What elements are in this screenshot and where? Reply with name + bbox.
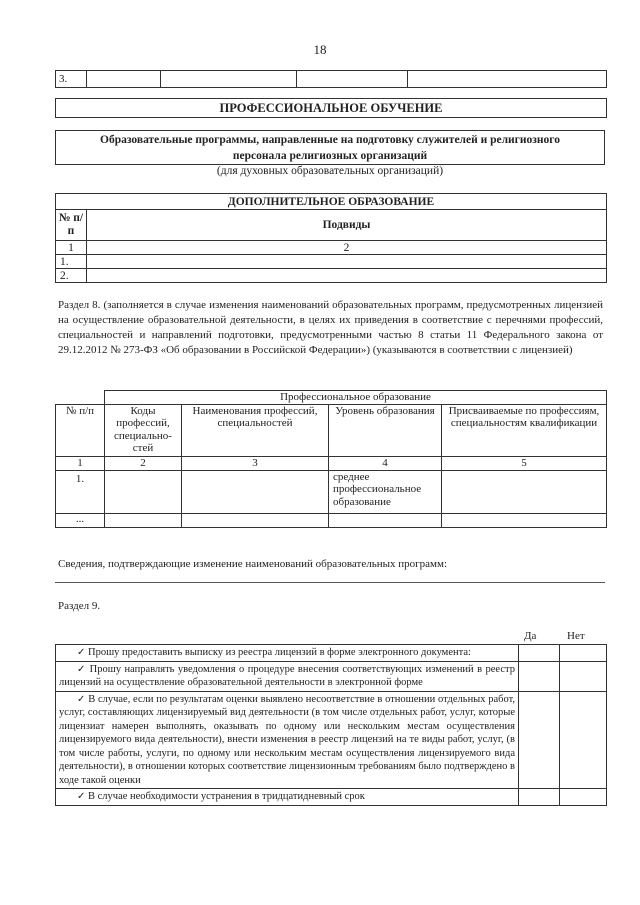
col-index-1: 1 [56, 456, 105, 470]
programs-subtitle: (для духовных образовательных организаций) [216, 165, 444, 177]
check-icon: ✓ [77, 663, 87, 675]
yes-checkbox[interactable] [519, 661, 560, 691]
education-level-cell: среднее профессиональное образование [329, 470, 442, 513]
svedenia-label: Сведения, подтверждающие изменение наименований образовательных программ: [58, 558, 447, 570]
col-number-header: № п/п [56, 404, 105, 456]
yes-checkbox[interactable] [519, 645, 560, 662]
section-8-title: Раздел 8. [58, 299, 101, 311]
col-index-2: 2 [87, 241, 607, 255]
table-row [56, 661, 607, 691]
professional-education-title: Профессиональное образование [105, 391, 607, 405]
col-index-4: 4 [329, 456, 442, 470]
col-qualification-header: Присваиваемые по профессиям, специальностям квалификации [442, 404, 607, 456]
programs-title-line2: персонала религиозных организаций [232, 150, 428, 162]
check-icon: ✓ [77, 791, 86, 802]
page-number: 18 [313, 42, 327, 57]
col-subtypes-header: Подвиды [87, 210, 607, 241]
col-names-header: Наименования профессий, специальностей [182, 404, 329, 456]
no-checkbox[interactable] [560, 645, 607, 662]
table-row [56, 513, 607, 527]
col-level-header: Уровень образования [329, 404, 442, 456]
no-header: Нет [567, 630, 585, 642]
col-index-2: 2 [105, 456, 182, 470]
option-notifications: ✓ Прошу направлять уведомления о процедуре внесения соответствующих изменений в реестр лицензий на осуществление образовательной деятельности в электронной форме [56, 661, 519, 691]
row-number: 1. [56, 470, 105, 513]
col-index-3: 3 [182, 456, 329, 470]
row-number: 1. [56, 255, 87, 269]
fill-line [55, 582, 605, 583]
col-codes-header: Коды профессий, специально-стей [105, 404, 182, 456]
section-8-body: (заполняется в случае изменения наименований образовательных программ, предусмотренных лицензией на осуществление образовательной деятельности, в целях их приведения в соответствие с перечнями профессий, специальностей и направлений подготовки, предусмотренными частью 8 статьи 11 Федерального закона от 29.12.2012 № 273-ФЗ «Об образовании в Российской Федерации») (указываются в соответствии с лицензией) [58, 299, 603, 356]
no-checkbox[interactable] [560, 789, 607, 806]
option-request-extract: ✓ Прошу предоставить выписку из реестра лицензий в форме электронного документа: [56, 645, 519, 662]
programs-title-line1: Образовательные программы, направленные на подготовку служителей и религиозного [100, 134, 560, 146]
table-row [56, 255, 607, 269]
option-thirty-days: ✓ В случае необходимости устранения в тридцатидневный срок [56, 789, 519, 806]
no-checkbox[interactable] [560, 661, 607, 691]
table-row [56, 691, 607, 789]
table-row [56, 789, 607, 806]
row-number: 2. [56, 269, 87, 283]
row-number: ... [56, 513, 105, 527]
table-row [56, 470, 607, 513]
col-index-1: 1 [56, 241, 87, 255]
section-9-title: Раздел 9. [58, 600, 101, 612]
check-icon: ✓ [77, 647, 86, 658]
yes-checkbox[interactable] [519, 691, 560, 789]
programs-title [55, 130, 605, 165]
yes-header: Да [524, 630, 537, 642]
prof-training-title: ПРОФЕССИОНАЛЬНОЕ ОБУЧЕНИЕ [55, 98, 607, 118]
professional-education-table [55, 390, 607, 528]
table-row [56, 269, 607, 283]
table-continuation [55, 70, 607, 88]
table-row [56, 71, 607, 88]
col-number-header: № п/п [56, 210, 87, 241]
table-row [56, 645, 607, 662]
additional-education-table [55, 193, 607, 283]
section-8-text [58, 298, 603, 358]
no-checkbox[interactable] [560, 691, 607, 789]
option-partial-changes: ✓ В случае, если по результатам оценки выявлено несоответствие в отношении отдельных работ, услуг, составляющих лицензируемый вид деятельности (в том числе отдельных работ, услуг, которые лицензиат намерен выполнять, оказывать по одному или нескольким местам осуществления лицензируемого вида деятельности), внести изменения в реестр лицензий на те виды работ, услуг, (в том числе работы, услуги, по одному или нескольким местам осуществления лицензируемого вида деятельности), в отношении которых соответствие лицензионным требованиям было подтверждено в ходе такой оценки [56, 691, 519, 789]
yes-checkbox[interactable] [519, 789, 560, 806]
col-index-5: 5 [442, 456, 607, 470]
row-number: 3. [56, 71, 87, 88]
additional-education-title: ДОПОЛНИТЕЛЬНОЕ ОБРАЗОВАНИЕ [56, 194, 607, 210]
check-icon: ✓ [77, 693, 86, 705]
section-9-table [55, 644, 607, 806]
